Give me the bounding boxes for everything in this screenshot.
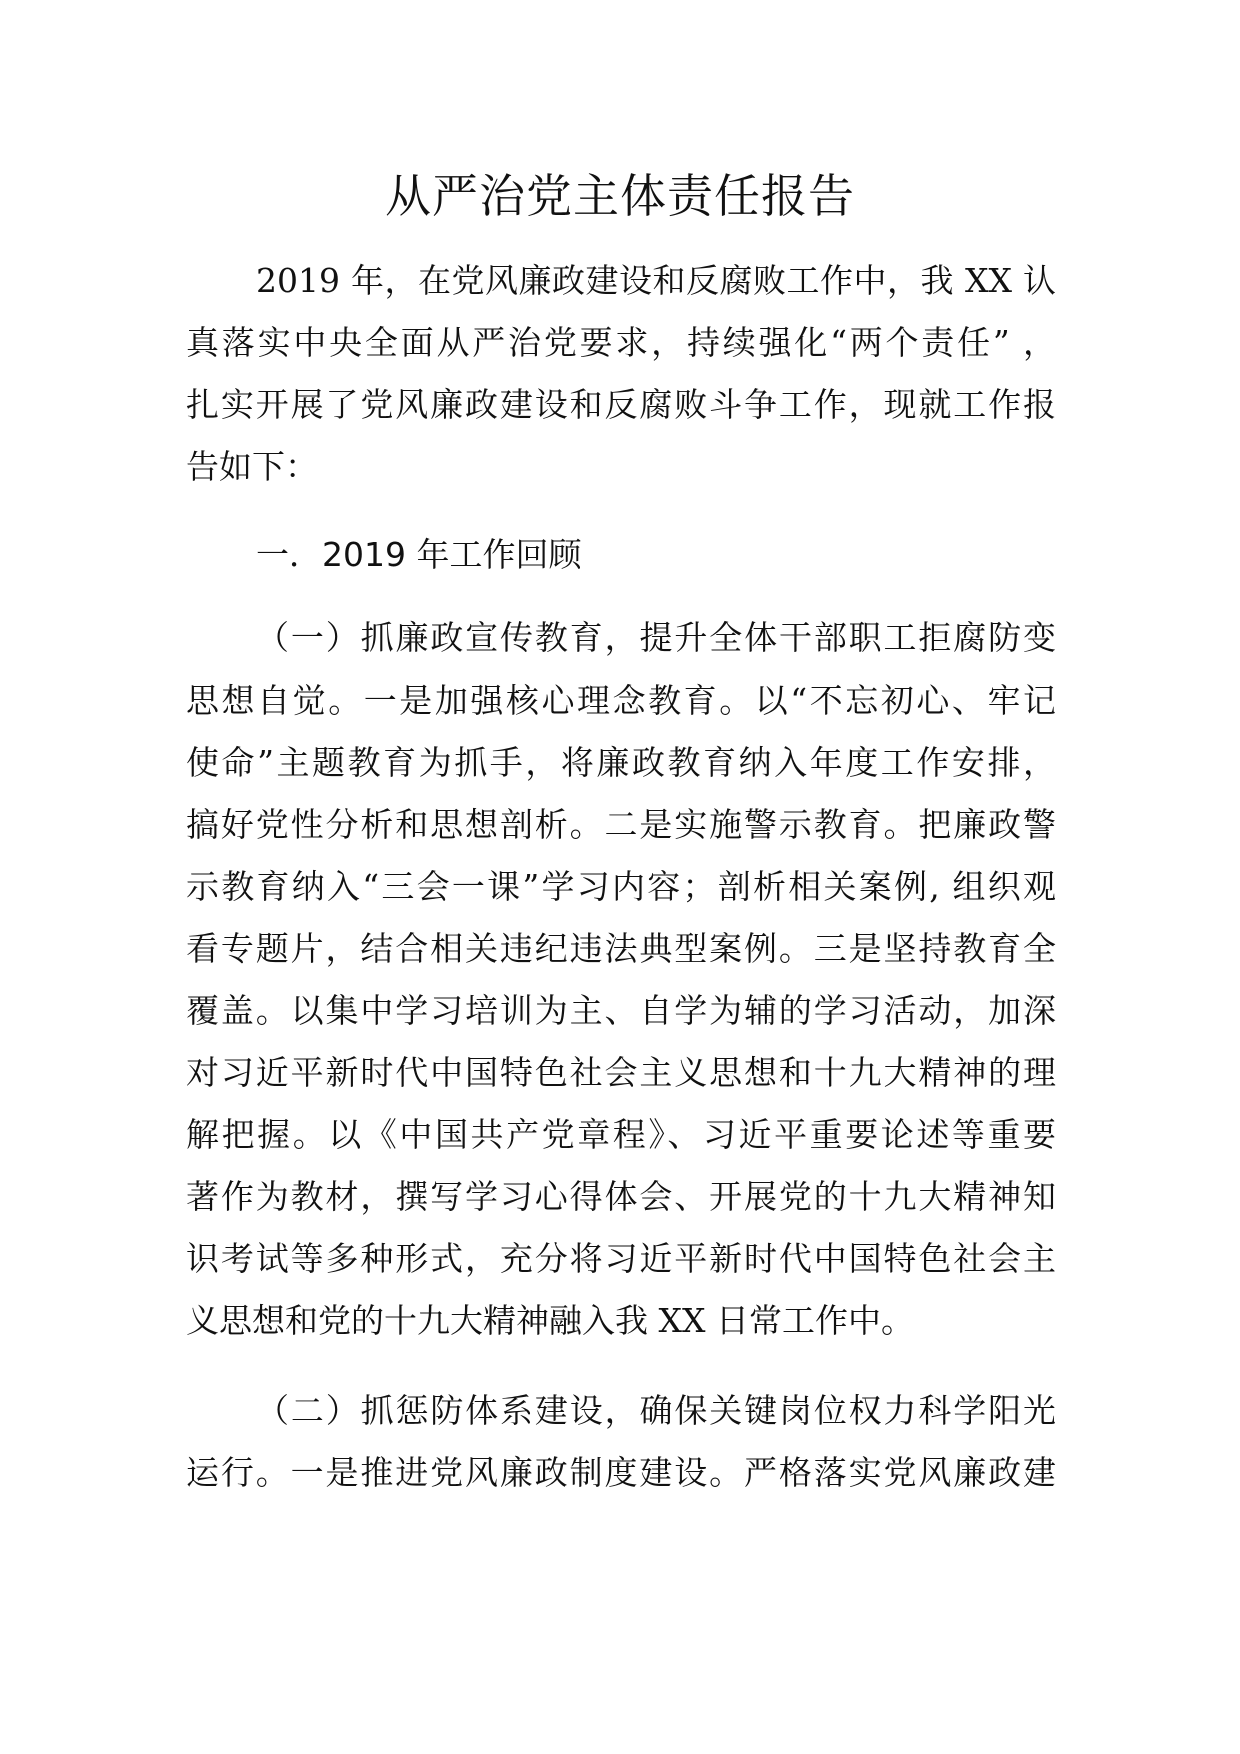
paragraph-2-line-5: 示教育纳入“三会一课”学习内容；剖析相关案例, 组织观 — [186, 867, 1056, 906]
paragraph-3-line-2: 运行。一是推进党风廉政制度建设。严格落实党风廉政建 — [186, 1453, 1056, 1492]
paragraph-3-line-1: （二）抓惩防体系建设，确保关键岗位权力科学阳光 — [256, 1391, 1056, 1430]
paragraph-2-line-1: （一）抓廉政宣传教育，提升全体干部职工拒腐防变 — [256, 618, 1056, 657]
paragraph-1-line-1: 2019 年，在党风廉政建设和反腐败工作中，我 XX 认 — [256, 261, 1056, 300]
paragraph-2-line-4: 搞好党性分析和思想剖析。二是实施警示教育。把廉政警 — [186, 805, 1056, 844]
paragraph-2-line-6: 看专题片，结合相关违纪违法典型案例。三是坚持教育全 — [186, 929, 1056, 968]
paragraph-2-line-12: 义思想和党的十九大精神融入我 XX 日常工作中。 — [186, 1301, 914, 1340]
paragraph-2-line-3: 使命”主题教育为抓手，将廉政教育纳入年度工作安排， — [186, 743, 1056, 782]
paragraph-2-line-2: 思想自觉。一是加强核心理念教育。以“不忘初心、牢记 — [186, 681, 1056, 720]
paragraph-1-line-3: 扎实开展了党风廉政建设和反腐败斗争工作，现就工作报 — [186, 385, 1056, 424]
paragraph-1-line-2: 真落实中央全面从严治党要求，持续强化“两个责任” ， — [186, 323, 1056, 362]
paragraph-2-line-8: 对习近平新时代中国特色社会主义思想和十九大精神的理 — [186, 1053, 1056, 1092]
paragraph-2-line-10: 著作为教材，撰写学习心得体会、开展党的十九大精神知 — [186, 1177, 1056, 1216]
paragraph-2-line-11: 识考试等多种形式，充分将习近平新时代中国特色社会主 — [186, 1239, 1056, 1278]
section-1-heading: 一．2019 年工作回顾 — [256, 535, 582, 574]
paragraph-2-line-9: 解把握。以《中国共产党章程》、习近平重要论述等重要 — [186, 1115, 1056, 1154]
paragraph-1-line-4: 告如下： — [186, 447, 318, 486]
document-title: 从严治党主体责任报告 — [385, 169, 855, 223]
paragraph-2-line-7: 覆盖。以集中学习培训为主、自学为辅的学习活动，加深 — [186, 991, 1056, 1030]
